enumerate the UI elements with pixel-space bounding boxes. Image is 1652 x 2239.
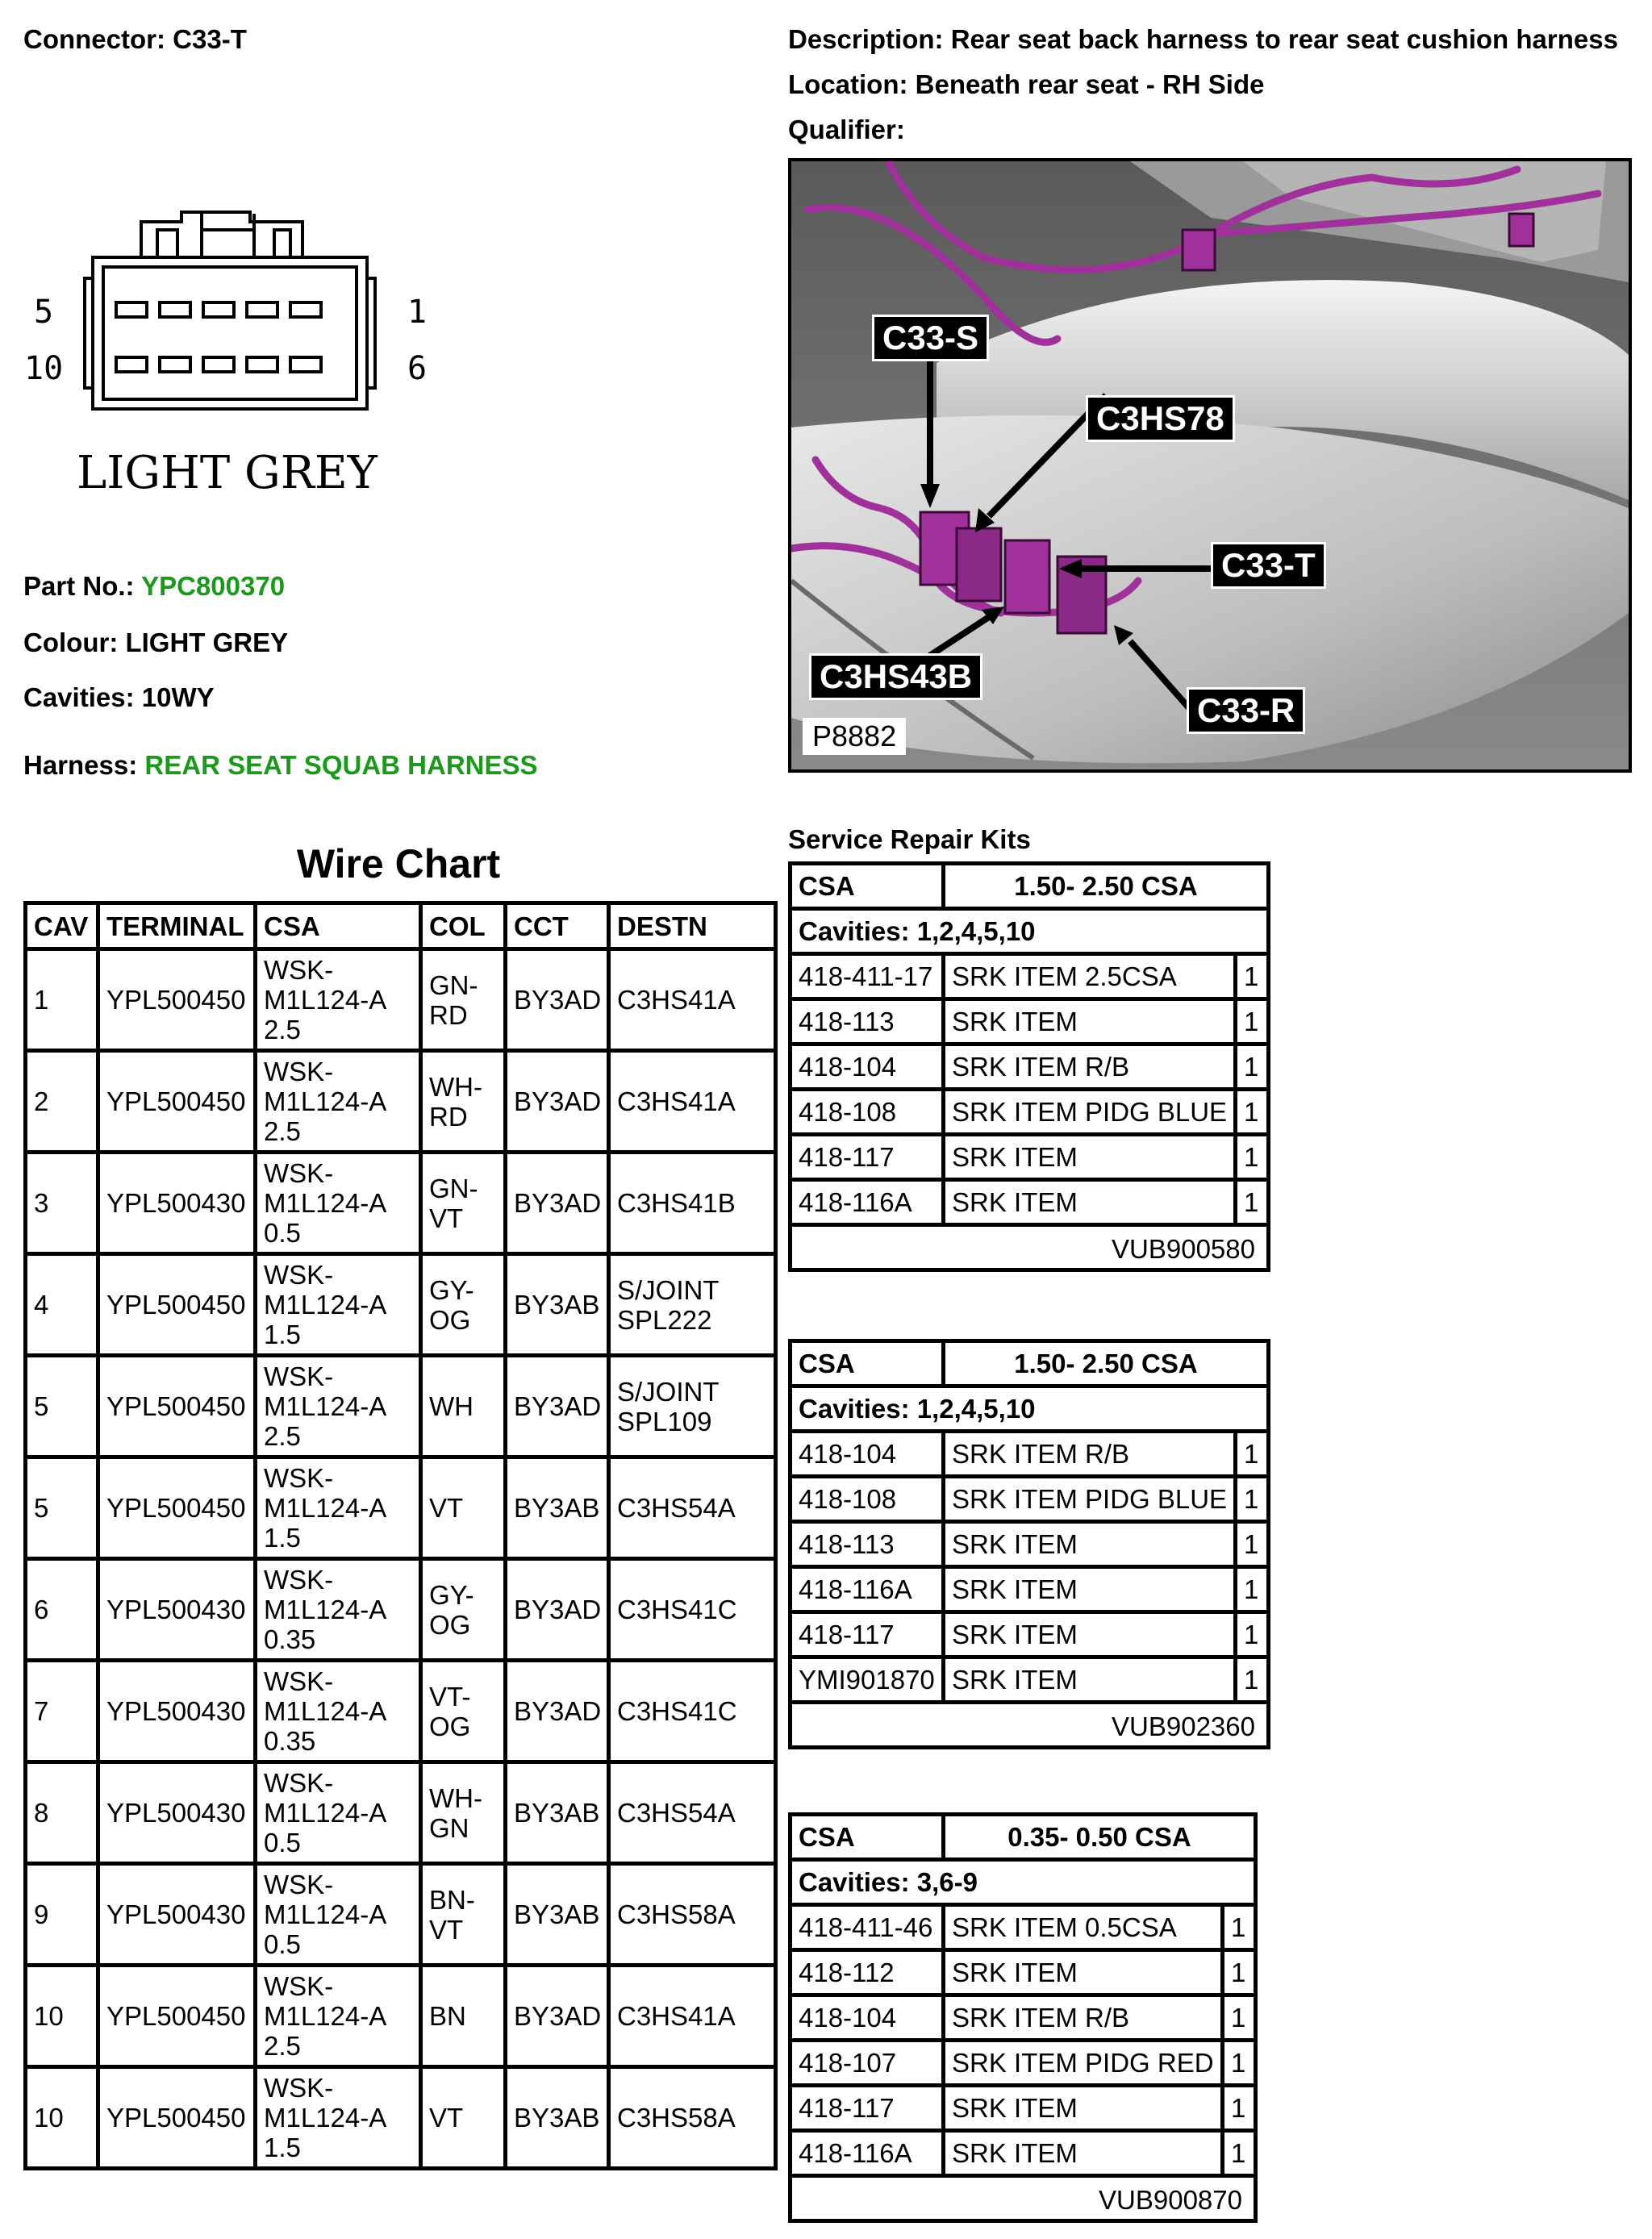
repair-kit-item-row: [792, 1182, 1266, 1227]
repair-kit-item-qty: 1: [1231, 2137, 1246, 2168]
wire-chart-row: [26, 1864, 776, 1966]
part-no-line: [23, 571, 285, 602]
repair-kit-number: VUB902360: [1112, 1712, 1255, 1741]
repair-kit-csa-row: [792, 1343, 1266, 1388]
wire-cell-cav: 10: [26, 2067, 98, 2169]
wire-cell-col: VT: [421, 2067, 506, 2169]
repair-kit-item-row: [792, 1001, 1266, 1046]
repair-kit-item-desc: SRK ITEM PIDG RED: [945, 2042, 1224, 2083]
repair-kit-item-qty: 1: [1244, 961, 1259, 991]
repair-kit-item-qty: 1: [1244, 1006, 1259, 1036]
wire-cell-col: WH: [421, 1356, 506, 1457]
repair-kit-item-part: YMI901870: [792, 1659, 945, 1700]
wire-cell-cav: 8: [26, 1762, 98, 1864]
wire-cell-cct: BY3AB: [506, 1457, 609, 1559]
wire-cell-csa: WSK- M1L124-A 2.5: [256, 949, 421, 1051]
repair-kit-item-part: 418-104: [792, 1046, 945, 1087]
connector-face-diagram: [16, 206, 436, 512]
repair-kit-item-part: 418-411-46: [792, 1907, 945, 1948]
repair-kit-table: [788, 1339, 1270, 1749]
wire-cell-cav: 5: [26, 1457, 98, 1559]
wire-cell-terminal: YPL500430: [98, 1153, 256, 1254]
repair-kit-item-qty: 1: [1244, 1051, 1259, 1082]
wire-cell-terminal: YPL500450: [98, 949, 256, 1051]
wire-chart-table: [23, 901, 778, 2170]
repair-kit-item-desc: SRK ITEM: [945, 1524, 1237, 1565]
repair-kit-item-row: [792, 1091, 1266, 1136]
wire-cell-cct: BY3AB: [506, 2067, 609, 2169]
repair-kit-csa-value: 0.35- 0.50 CSA: [1007, 1821, 1191, 1852]
repair-kit-item-row: [792, 956, 1266, 1001]
wire-chart-row: [26, 1051, 776, 1153]
repair-kit-item-desc: SRK ITEM: [945, 1136, 1237, 1178]
wire-cell-cav: 9: [26, 1864, 98, 1966]
wire-cell-col: GN- VT: [421, 1153, 506, 1254]
repair-kit-item-desc: SRK ITEM 0.5CSA: [945, 1907, 1224, 1948]
wire-cell-col: VT: [421, 1457, 506, 1559]
wire-cell-terminal: YPL500450: [98, 1356, 256, 1457]
repair-kit-item-row: [792, 2087, 1254, 2133]
repair-kit-item-part: 418-104: [792, 1997, 945, 2038]
photo-label-c33-r: C33-R: [1187, 687, 1305, 734]
repair-kit-item-qty: 1: [1244, 1574, 1259, 1604]
wire-cell-csa: WSK- M1L124-A 1.5: [256, 1254, 421, 1356]
repair-kit-item-qty: 1: [1231, 1912, 1246, 1942]
wire-cell-col: GY- OG: [421, 1559, 506, 1661]
service-repair-kits-title: Service Repair Kits: [788, 824, 1031, 854]
repair-kit-footer-row: [792, 2178, 1254, 2223]
header-col: COL: [421, 903, 506, 949]
repair-kit-cavities: Cavities: 1,2,4,5,10: [799, 915, 1036, 946]
wire-cell-cct: BY3AD: [506, 1559, 609, 1661]
repair-kit-item-part: 418-116A: [792, 1182, 945, 1223]
wire-chart-row: [26, 1153, 776, 1254]
wire-chart-row: [26, 1966, 776, 2067]
wire-cell-destn: C3HS41A: [609, 949, 776, 1051]
wire-cell-col: BN: [421, 1966, 506, 2067]
wire-cell-col: GY- OG: [421, 1254, 506, 1356]
wire-chart-row: [26, 1661, 776, 1762]
repair-kit-item-desc: SRK ITEM: [945, 1569, 1237, 1610]
repair-kit-item-row: [792, 1046, 1266, 1091]
colour-label: Colour:: [23, 628, 119, 657]
repair-kit-item-row: [792, 1136, 1266, 1182]
repair-kit-item-qty: 1: [1244, 1664, 1259, 1695]
wire-cell-csa: WSK- M1L124-A 0.5: [256, 1762, 421, 1864]
photo-ref: P8882: [803, 718, 906, 755]
wire-cell-csa: WSK- M1L124-A 2.5: [256, 1356, 421, 1457]
description-value: Rear seat back harness to rear seat cushion harness: [950, 24, 1618, 54]
repair-kit-item-row: [792, 1659, 1266, 1704]
photo-label-c3hs78: C3HS78: [1086, 395, 1235, 442]
repair-kit-item-desc: SRK ITEM: [945, 1614, 1237, 1655]
repair-kit-item-row: [792, 1569, 1266, 1614]
repair-kit-item-desc: SRK ITEM R/B: [945, 1997, 1224, 2038]
repair-kit-item-desc: SRK ITEM 2.5CSA: [945, 956, 1237, 997]
repair-kit-item-desc: SRK ITEM PIDG BLUE: [945, 1091, 1237, 1132]
repair-kit-table: [788, 861, 1270, 1272]
wire-cell-csa: WSK- M1L124-A 0.5: [256, 1153, 421, 1254]
wire-cell-cct: BY3AD: [506, 1356, 609, 1457]
repair-kit-item-qty: 1: [1244, 1096, 1259, 1127]
repair-kit-item-qty: 1: [1244, 1438, 1259, 1469]
cavities-label: Cavities:: [23, 682, 135, 712]
location-value: Beneath rear seat - RH Side: [915, 69, 1265, 99]
repair-kit-item-desc: SRK ITEM: [945, 1952, 1224, 1993]
repair-kit-item-row: [792, 2133, 1254, 2178]
header-cav: CAV: [26, 903, 98, 949]
repair-kit-item-desc: SRK ITEM: [945, 1001, 1237, 1042]
repair-kit-item-qty: 1: [1244, 1186, 1259, 1217]
pin-label-5: 5: [34, 294, 54, 331]
repair-kit-footer-row: [792, 1704, 1266, 1749]
repair-kit-cavities-row: [792, 1388, 1266, 1433]
repair-kit-item-desc: SRK ITEM: [945, 2087, 1224, 2129]
repair-kit-item-qty: 1: [1244, 1528, 1259, 1559]
pin-label-10: 10: [24, 350, 64, 387]
wire-cell-csa: WSK- M1L124-A 1.5: [256, 1457, 421, 1559]
wire-cell-destn: C3HS41A: [609, 1966, 776, 2067]
repair-kit-number: VUB900870: [1099, 2185, 1242, 2215]
repair-kit-cavities-row: [792, 1862, 1254, 1907]
repair-kit-item-desc: SRK ITEM R/B: [945, 1433, 1237, 1474]
wire-cell-destn: C3HS58A: [609, 2067, 776, 2169]
colour-value: LIGHT GREY: [125, 628, 289, 657]
wire-chart-row: [26, 1254, 776, 1356]
wire-cell-cav: 2: [26, 1051, 98, 1153]
repair-kit-item-row: [792, 1907, 1254, 1952]
wire-cell-csa: WSK- M1L124-A 0.35: [256, 1559, 421, 1661]
repair-kit-item-qty: 1: [1244, 1141, 1259, 1172]
wire-cell-cav: 3: [26, 1153, 98, 1254]
wire-cell-col: GN- RD: [421, 949, 506, 1051]
repair-kit-item-desc: SRK ITEM PIDG BLUE: [945, 1478, 1237, 1520]
repair-kit-footer-row: [792, 1227, 1266, 1272]
wire-cell-col: WH- GN: [421, 1762, 506, 1864]
photo-label-c33-t: C33-T: [1211, 542, 1326, 589]
repair-kit-csa-value: 1.50- 2.50 CSA: [1014, 870, 1198, 901]
wire-cell-cav: 6: [26, 1559, 98, 1661]
wire-cell-destn: C3HS58A: [609, 1864, 776, 1966]
wire-cell-terminal: YPL500450: [98, 2067, 256, 2169]
location-line: [788, 69, 1264, 100]
colour-line: [23, 628, 288, 658]
repair-kit-item-part: 418-104: [792, 1433, 945, 1474]
description-label: Description:: [788, 24, 944, 54]
wire-cell-cav: 10: [26, 1966, 98, 2067]
part-no-label: Part No.:: [23, 571, 135, 601]
wire-chart-row: [26, 1457, 776, 1559]
repair-kit-item-qty: 1: [1231, 2047, 1246, 2078]
repair-kit-item-part: 418-113: [792, 1001, 945, 1042]
repair-kit-item-part: 418-108: [792, 1478, 945, 1520]
repair-kit-item-part: 418-117: [792, 2087, 945, 2129]
repair-kit-item-part: 418-107: [792, 2042, 945, 2083]
wire-chart-header-row: [26, 903, 776, 949]
repair-kit-item-row: [792, 1524, 1266, 1569]
wire-cell-terminal: YPL500430: [98, 1864, 256, 1966]
part-no-link[interactable]: YPC800370: [141, 571, 286, 601]
wire-cell-cav: 5: [26, 1356, 98, 1457]
pin-label-6: 6: [407, 350, 428, 387]
repair-kit-item-qty: 1: [1231, 2002, 1246, 2033]
repair-kit-item-desc: SRK ITEM: [945, 1659, 1237, 1700]
photo-label-c33-s: C33-S: [872, 315, 989, 361]
repair-kit-csa-row: [792, 865, 1266, 911]
repair-kit-item-part: 418-108: [792, 1091, 945, 1132]
connector-value: C33-T: [173, 24, 247, 54]
repair-kit-item-part: 418-113: [792, 1524, 945, 1565]
repair-kit-item-qty: 1: [1244, 1619, 1259, 1649]
repair-kit-cavities: Cavities: 3,6-9: [799, 1866, 978, 1897]
wire-cell-csa: WSK- M1L124-A 0.35: [256, 1661, 421, 1762]
repair-kit-item-row: [792, 1614, 1266, 1659]
repair-kit-item-qty: 1: [1231, 2092, 1246, 2123]
repair-kit-cavities: Cavities: 1,2,4,5,10: [799, 1393, 1036, 1424]
repair-kit-item-part: 418-117: [792, 1136, 945, 1178]
wire-cell-terminal: YPL500450: [98, 1966, 256, 2067]
wire-cell-destn: C3HS41C: [609, 1661, 776, 1762]
wire-chart-row: [26, 1356, 776, 1457]
repair-kit-item-row: [792, 1478, 1266, 1524]
wire-cell-destn: C3HS41C: [609, 1559, 776, 1661]
repair-kit-csa-row: [792, 1816, 1254, 1862]
repair-kit-table: [788, 1812, 1258, 2223]
photo-label-c3hs43b: C3HS43B: [809, 653, 982, 700]
repair-kit-item-part: 418-116A: [792, 2133, 945, 2174]
harness-link[interactable]: REAR SEAT SQUAB HARNESS: [144, 750, 538, 780]
wire-chart-title: Wire Chart: [296, 841, 501, 886]
description-line: [788, 24, 1618, 55]
wire-chart-row: [26, 1559, 776, 1661]
wire-cell-terminal: YPL500430: [98, 1762, 256, 1864]
wire-cell-cct: BY3AD: [506, 949, 609, 1051]
wire-cell-cav: 7: [26, 1661, 98, 1762]
connector-label: Connector:: [23, 24, 165, 54]
wire-cell-terminal: YPL500450: [98, 1457, 256, 1559]
qualifier-label: Qualifier:: [788, 115, 905, 144]
repair-kit-csa-label: CSA: [792, 1816, 945, 1857]
connector-heading: [23, 24, 247, 55]
pin-label-1: 1: [407, 294, 428, 331]
wire-cell-col: WH- RD: [421, 1051, 506, 1153]
wire-cell-cav: 4: [26, 1254, 98, 1356]
repair-kit-item-qty: 1: [1244, 1483, 1259, 1514]
header-destn: DESTN: [609, 903, 776, 949]
wire-cell-csa: WSK- M1L124-A 2.5: [256, 1966, 421, 2067]
repair-kit-csa-label: CSA: [792, 1343, 945, 1384]
cavities-line: [23, 682, 215, 713]
location-label: Location:: [788, 69, 908, 99]
wire-cell-cct: BY3AD: [506, 1153, 609, 1254]
connector-colour-text: LIGHT GREY: [77, 447, 378, 499]
wire-cell-destn: S/JOINT SPL109: [609, 1356, 776, 1457]
wire-cell-destn: C3HS54A: [609, 1457, 776, 1559]
wire-cell-terminal: YPL500450: [98, 1254, 256, 1356]
repair-kit-csa-label: CSA: [792, 865, 945, 907]
repair-kit-item-desc: SRK ITEM: [945, 1182, 1237, 1223]
header-csa: CSA: [256, 903, 421, 949]
wire-cell-col: VT- OG: [421, 1661, 506, 1762]
header-cct: CCT: [506, 903, 609, 949]
repair-kit-item-part: 418-411-17: [792, 956, 945, 997]
harness-line: [23, 750, 538, 781]
repair-kit-item-part: 418-112: [792, 1952, 945, 1993]
repair-kit-item-qty: 1: [1231, 1957, 1246, 1987]
wire-cell-cct: BY3AD: [506, 1966, 609, 2067]
repair-kit-item-row: [792, 1952, 1254, 1997]
harness-label: Harness:: [23, 750, 138, 780]
header-terminal: TERMINAL: [98, 903, 256, 949]
wire-cell-csa: WSK- M1L124-A 0.5: [256, 1864, 421, 1966]
wire-cell-destn: C3HS41A: [609, 1051, 776, 1153]
repair-kit-item-row: [792, 2042, 1254, 2087]
wire-cell-terminal: YPL500450: [98, 1051, 256, 1153]
wire-chart-row: [26, 1762, 776, 1864]
wire-cell-csa: WSK- M1L124-A 2.5: [256, 1051, 421, 1153]
wire-cell-cct: BY3AB: [506, 1864, 609, 1966]
repair-kit-cavities-row: [792, 911, 1266, 956]
wire-cell-col: BN- VT: [421, 1864, 506, 1966]
wire-cell-csa: WSK- M1L124-A 1.5: [256, 2067, 421, 2169]
repair-kit-item-row: [792, 1997, 1254, 2042]
wire-cell-cav: 1: [26, 949, 98, 1051]
repair-kit-csa-value: 1.50- 2.50 CSA: [1014, 1348, 1198, 1378]
wire-cell-destn: C3HS54A: [609, 1762, 776, 1864]
repair-kit-item-desc: SRK ITEM: [945, 2133, 1224, 2174]
wire-cell-cct: BY3AB: [506, 1254, 609, 1356]
wire-cell-destn: S/JOINT SPL222: [609, 1254, 776, 1356]
repair-kit-item-row: [792, 1433, 1266, 1478]
wire-cell-cct: BY3AD: [506, 1051, 609, 1153]
location-photo: [788, 158, 1632, 773]
wire-chart-row: [26, 2067, 776, 2169]
repair-kit-item-part: 418-116A: [792, 1569, 945, 1610]
wire-chart-row: [26, 949, 776, 1051]
wire-cell-terminal: YPL500430: [98, 1559, 256, 1661]
repair-kit-number: VUB900580: [1112, 1234, 1255, 1264]
wire-cell-destn: C3HS41B: [609, 1153, 776, 1254]
wire-cell-cct: BY3AB: [506, 1762, 609, 1864]
cavities-value: 10WY: [141, 682, 215, 712]
wire-cell-cct: BY3AD: [506, 1661, 609, 1762]
repair-kit-item-part: 418-117: [792, 1614, 945, 1655]
repair-kit-item-desc: SRK ITEM R/B: [945, 1046, 1237, 1087]
wire-cell-terminal: YPL500430: [98, 1661, 256, 1762]
